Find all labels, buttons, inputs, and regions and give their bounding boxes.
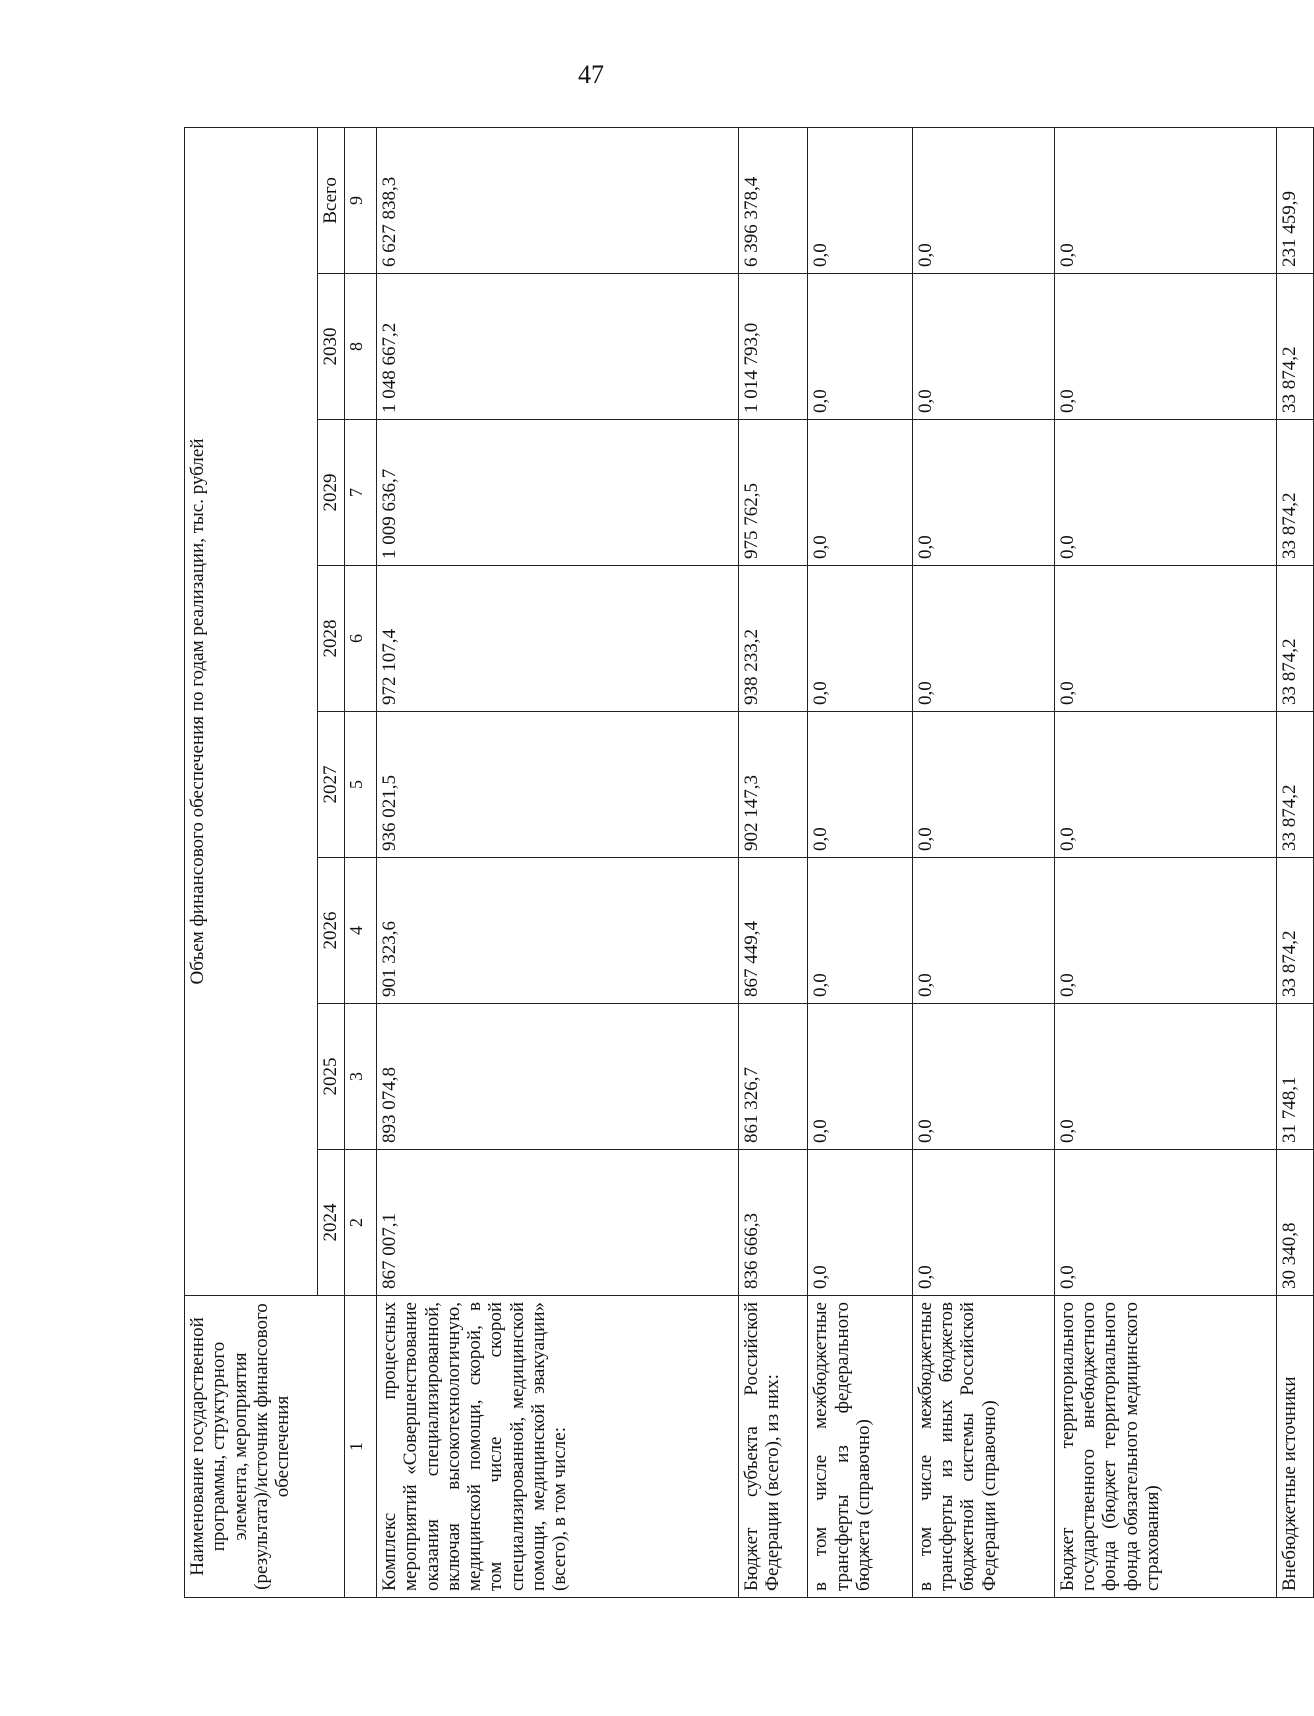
row-value: 0,0: [912, 420, 1054, 566]
row-value: 0,0: [1054, 420, 1277, 566]
row-value: 33 874,2: [1277, 420, 1314, 566]
header-year: 2028: [318, 566, 345, 712]
row-value: 0,0: [912, 1150, 1054, 1296]
row-total: 6 627 838,3: [377, 127, 739, 273]
table-row: [377, 127, 739, 1597]
row-value: 0,0: [808, 420, 912, 566]
row-value: 836 666,3: [738, 1150, 808, 1296]
row-total: 6 396 378,4: [738, 127, 808, 273]
row-total: 0,0: [808, 127, 912, 273]
row-value: 893 074,8: [377, 1004, 739, 1150]
rotated-table-wrapper: [184, 128, 1314, 1598]
row-value: 0,0: [1054, 858, 1277, 1004]
row-value: 0,0: [1054, 566, 1277, 712]
row-value: 33 874,2: [1277, 566, 1314, 712]
row-value: 0,0: [808, 566, 912, 712]
column-number: 7: [345, 420, 377, 566]
column-number: 8: [345, 274, 377, 420]
column-number-row: [345, 127, 377, 1597]
header-year: 2026: [318, 858, 345, 1004]
row-value: 867 007,1: [377, 1150, 739, 1296]
row-value: 31 748,1: [1277, 1004, 1314, 1150]
row-total: 0,0: [1054, 127, 1277, 273]
row-value: 0,0: [912, 274, 1054, 420]
row-value: 901 323,6: [377, 858, 739, 1004]
column-number: 4: [345, 858, 377, 1004]
header-total: Всего: [318, 127, 345, 273]
header-year: 2025: [318, 1004, 345, 1150]
column-number: 5: [345, 712, 377, 858]
table-row: [912, 127, 1054, 1597]
row-value: 1 048 667,2: [377, 274, 739, 420]
header-year: 2024: [318, 1150, 345, 1296]
row-value: 972 107,4: [377, 566, 739, 712]
row-value: 0,0: [912, 858, 1054, 1004]
row-value: 0,0: [1054, 274, 1277, 420]
row-name-tfoms-budget: Бюджет территориального государственного внебюджетного фонда (бюджет территориального фонда обязательного медицинского страхования): [1054, 1296, 1277, 1598]
row-name-subject-budget: Бюджет субъекта Российской Федерации (всего), из них:: [738, 1296, 808, 1598]
row-value: 0,0: [1054, 1150, 1277, 1296]
header-year: 2029: [318, 420, 345, 566]
row-value: 0,0: [808, 712, 912, 858]
row-value: 33 874,2: [1277, 858, 1314, 1004]
row-value: 1 014 793,0: [738, 274, 808, 420]
row-value: 0,0: [912, 566, 1054, 712]
column-number: 9: [345, 127, 377, 273]
table-row: [1277, 127, 1314, 1597]
column-number: 6: [345, 566, 377, 712]
row-value: 975 762,5: [738, 420, 808, 566]
table-row: [738, 127, 808, 1597]
row-name-extrabudgetary: Внебюджетные источники: [1277, 1296, 1314, 1598]
row-value: 0,0: [808, 274, 912, 420]
row-value: 0,0: [808, 1150, 912, 1296]
header-year: 2030: [318, 274, 345, 420]
row-value: 33 874,2: [1277, 274, 1314, 420]
row-name-other-transfers: в том числе межбюджетные трансферты из иных бюджетов бюджетной системы Российской Федерации (справочно): [912, 1296, 1054, 1598]
row-value: 0,0: [1054, 1004, 1277, 1150]
row-value: 33 874,2: [1277, 712, 1314, 858]
row-value: 30 340,8: [1277, 1150, 1314, 1296]
row-name-complex: Комплекс процессных мероприятий «Совершенствование оказания специализированной, включая высокотехнологичную, медицинской помощи, скорой, в том числе скорой специализированной, медицинской помощи, медицинской эвакуации» (всего), в том числе:: [377, 1296, 739, 1598]
table-row: [808, 127, 912, 1597]
row-value: 938 233,2: [738, 566, 808, 712]
header-volume-title: Объем финансового обеспечения по годам реализации, тыс. рублей: [185, 127, 318, 1295]
row-value: 861 326,7: [738, 1004, 808, 1150]
column-number: 3: [345, 1004, 377, 1150]
row-value: 0,0: [808, 858, 912, 1004]
row-value: 1 009 636,7: [377, 420, 739, 566]
row-value: 0,0: [912, 712, 1054, 858]
row-value: 0,0: [808, 1004, 912, 1150]
row-name-federal-transfers: в том числе межбюджетные трансферты из федерального бюджета (справочно): [808, 1296, 912, 1598]
header-year: 2027: [318, 712, 345, 858]
row-value: 936 021,5: [377, 712, 739, 858]
column-number: 2: [345, 1150, 377, 1296]
page-number: 47: [578, 60, 604, 89]
row-total: 0,0: [912, 127, 1054, 273]
table-row: [1054, 127, 1277, 1597]
row-total: 231 459,9: [1277, 127, 1314, 273]
row-value: 867 449,4: [738, 858, 808, 1004]
financing-table: [184, 127, 1314, 1598]
row-value: 902 147,3: [738, 712, 808, 858]
row-value: 0,0: [1054, 712, 1277, 858]
column-number: 1: [345, 1296, 377, 1598]
header-name-column: Наименование государственной программы, структурного элемента, мероприятия (результата)/источник финансового обеспечения: [185, 1296, 345, 1598]
row-value: 0,0: [912, 1004, 1054, 1150]
